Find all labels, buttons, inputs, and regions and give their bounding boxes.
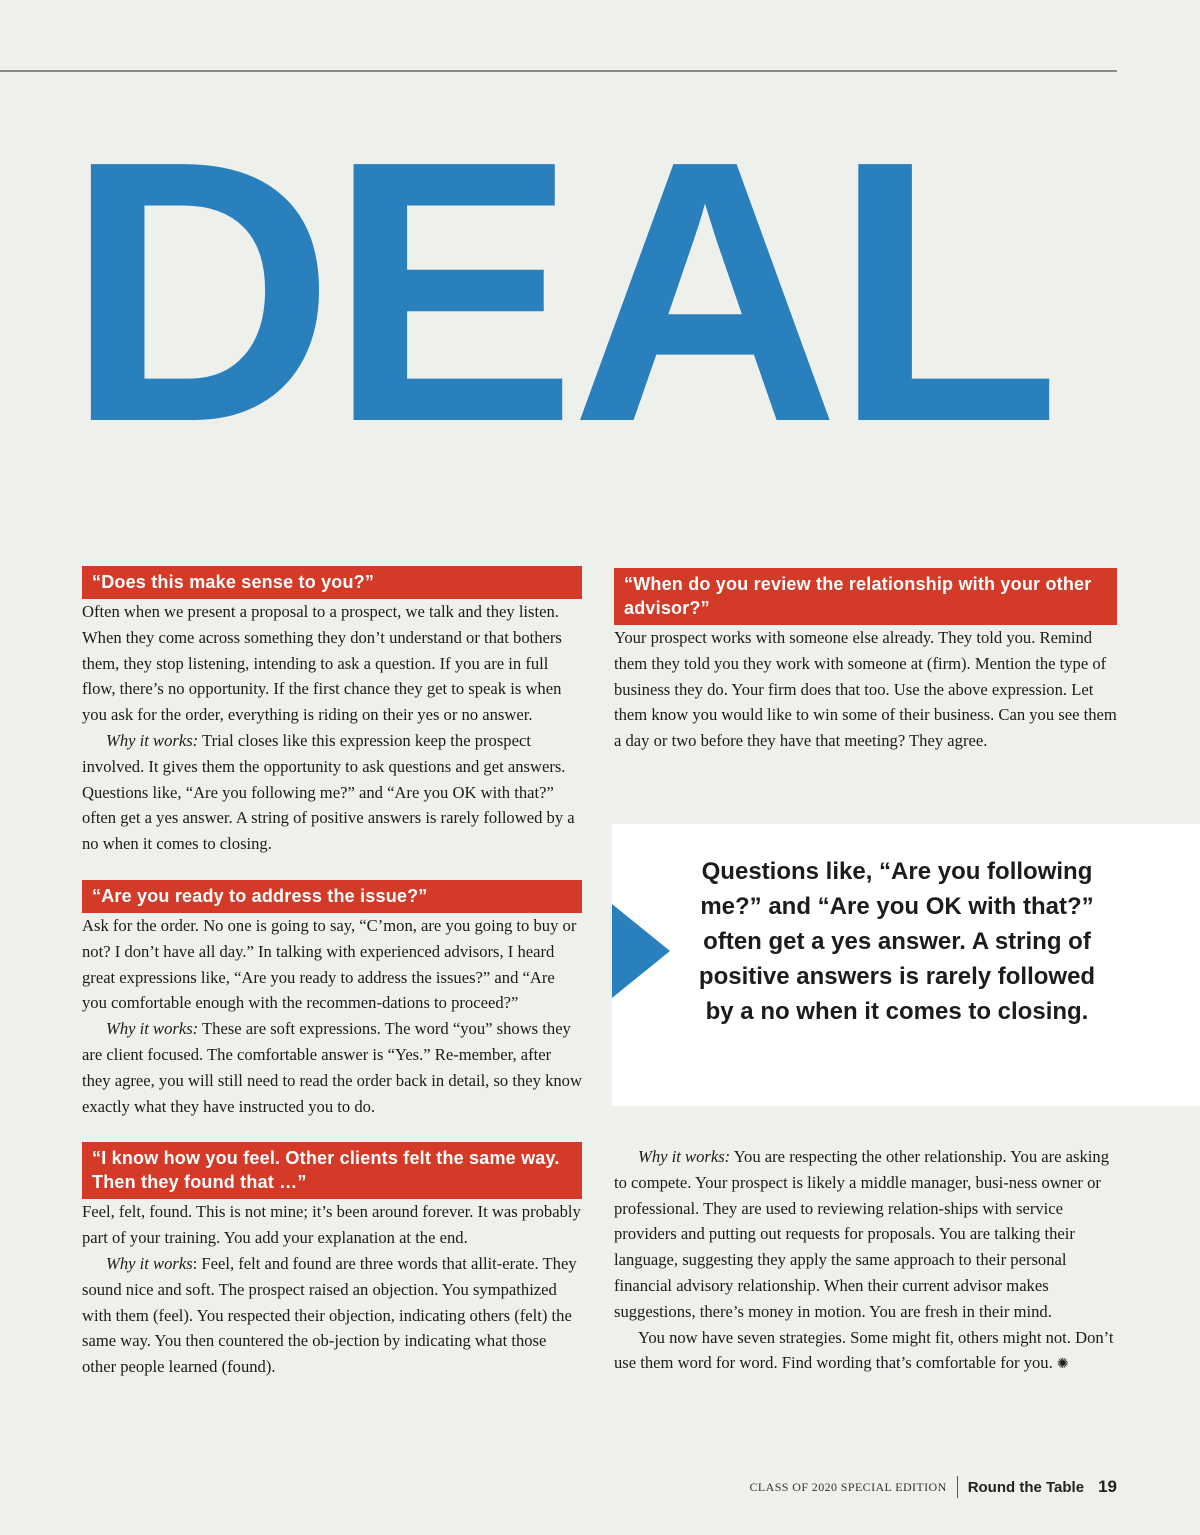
- section-heading: “Are you ready to address the issue?”: [82, 880, 582, 913]
- right-column-continued: [614, 1144, 1117, 1378]
- page-title: DEAL: [66, 83, 1055, 499]
- why-it-works: [82, 1251, 582, 1380]
- why-it-works: [82, 1016, 582, 1119]
- pull-quote: Questions like, “Are you following me?” and “Are you OK with that?” often get a yes answer. A string of positive answers is rarely followed by a no when it comes to closing.: [698, 858, 1096, 1025]
- footer-divider: [957, 1476, 958, 1498]
- why-label: Why it works:: [106, 730, 199, 750]
- section-heading: “When do you review the relationship with your other advisor?”: [614, 568, 1117, 625]
- why-it-works: [614, 1144, 1117, 1325]
- arrow-icon: [612, 904, 670, 998]
- why-text: Trial closes like this expression keep the prospect involved. It gives them the opportunity to ask questions and get answers. Questions like, “Are you following me?” and “Are you OK with that?” often get a yes answer. A string of positive answers is rarely followed by a no when it comes to closing.: [82, 730, 575, 854]
- section-heading: “Does this make sense to you?”: [82, 566, 582, 599]
- page-number: 19: [1098, 1477, 1117, 1496]
- end-mark-icon: ✺: [1056, 1356, 1069, 1373]
- section-body: Often when we present a proposal to a prospect, we talk and they listen. When they come across something they don’t understand or that bothers them, they stop listening, intending to ask a question. If you are in full flow, there’s no opportunity. If the first chance they get to speak is when you ask for the order, everything is riding on their yes or no answer.: [82, 602, 562, 725]
- section-heading: “I know how you feel. Other clients felt the same way. Then they found that …”: [82, 1142, 582, 1199]
- closing-paragraph: [614, 1325, 1117, 1379]
- section-body: Your prospect works with someone else already. They told you. Remind them they told you they work with someone at (firm). Mention the type of business they do. Your firm does that too. Use the above expression. Let them know you would like to win some of their business. Can you see them a day or two before they have that meeting? They agree.: [614, 628, 1117, 751]
- why-label: Why it works:: [106, 1019, 199, 1039]
- why-text: : Feel, felt and found are three words that allit-erate. They sound nice and soft. The prospect raised an objection. You sympathized with them (feel). You respected their objection, indicating others (felt) the same way. You then countered the ob-jection by indicating what those other people learned (found).: [82, 1253, 577, 1377]
- why-label: Why it works: [106, 1253, 193, 1273]
- section-body: Feel, felt, found. This is not mine; it’s been around forever. It was probably part of your training. You add your explanation at the end.: [82, 1202, 581, 1248]
- closing-text: You now have seven strategies. Some might fit, others might not. Don’t use them word for word. Find wording that’s comfortable for you.: [614, 1327, 1114, 1373]
- page-footer: [750, 1476, 1117, 1498]
- why-it-works: [82, 728, 582, 857]
- why-text: You are respecting the other relationship. You are asking to compete. Your prospect is likely a middle manager, busi-ness owner or professional. They are used to reviewing relation-ships with service providers and putting out requests for proposals. You are talking their language, suggesting they apply the same approach to their personal financial advisory relationship. When their current advisor makes suggestions, there’s money in motion. You are fresh in their mind.: [614, 1147, 1110, 1321]
- why-label: Why it works:: [638, 1147, 731, 1166]
- pull-quote-box: [612, 824, 1200, 1106]
- left-column: [82, 566, 582, 1380]
- section-body: Ask for the order. No one is going to say, “C’mon, are you going to buy or not? I don’t have all day.” In talking with experienced advisors, I heard great expressions like, “Are you ready to address the issues?” and “Are you comfortable enough with the recommen-dations to proceed?”: [82, 915, 577, 1013]
- footer-magazine: Round the Table: [967, 1478, 1085, 1496]
- right-column: [614, 568, 1117, 754]
- top-rule: [0, 70, 1117, 72]
- why-text: These are soft expressions. The word “you” shows they are client focused. The comfortable answer is “Yes.” Re-member, after they agree, you will still need to read the order back in detail, so they know exactly what they have instructed you to do.: [82, 1019, 582, 1116]
- footer-edition: CLASS OF 2020 SPECIAL EDITION: [749, 1479, 947, 1494]
